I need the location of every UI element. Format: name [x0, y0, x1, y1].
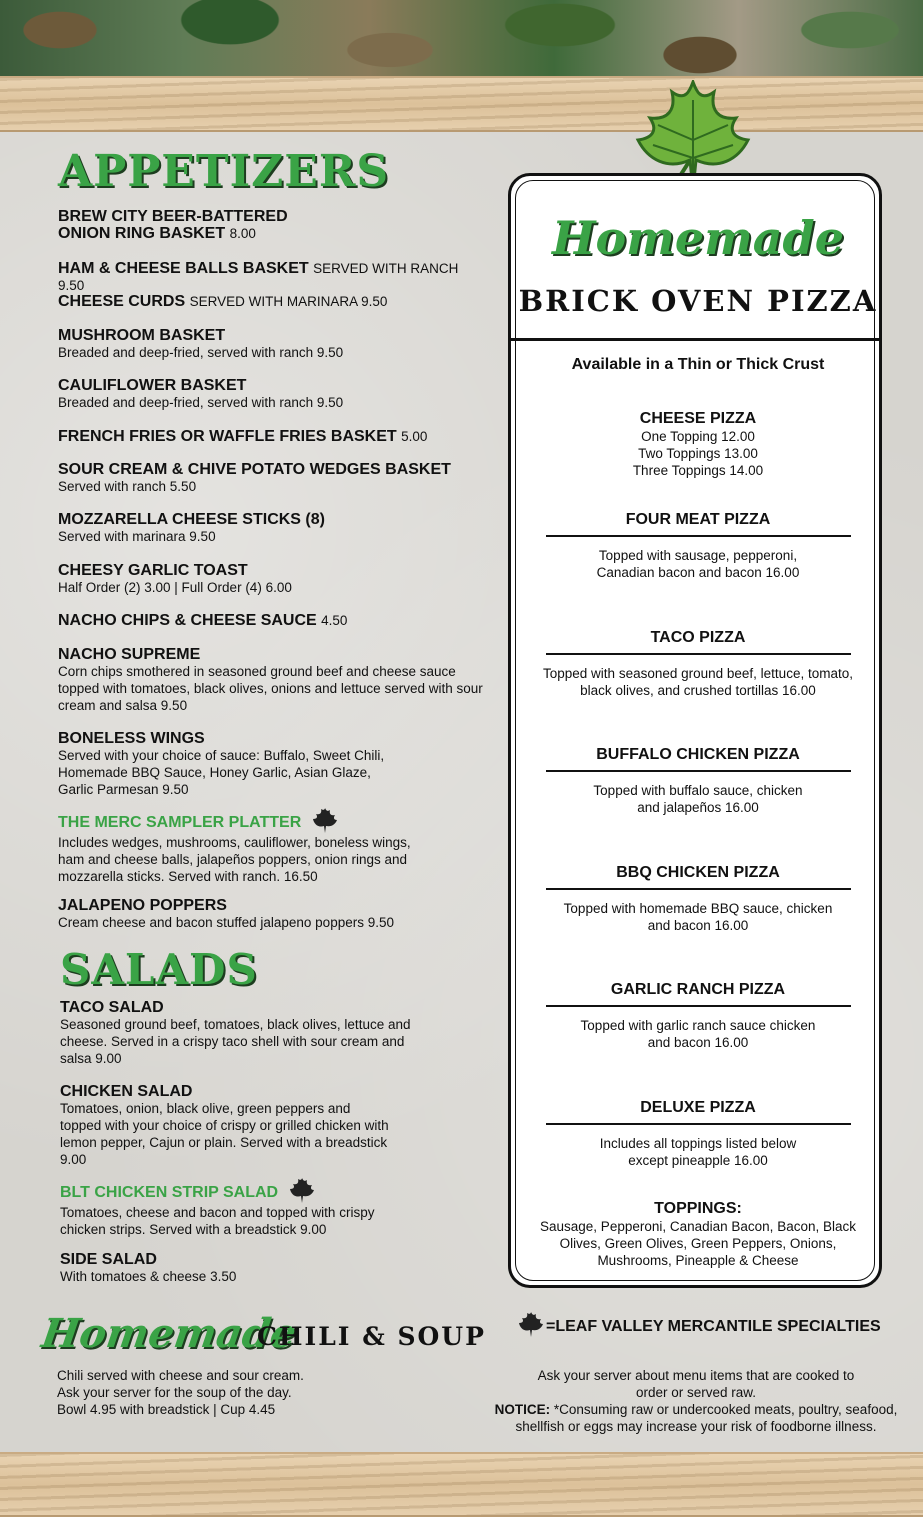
item-name: JALAPENO POPPERS: [58, 897, 227, 914]
menu-item: [58, 208, 488, 242]
menu-item: [60, 1251, 490, 1285]
pizza-name: FOUR MEAT PIZZA: [625, 511, 771, 528]
item-name: THE MERC SAMPLER PLATTER: [58, 814, 302, 831]
pizza-panel: [508, 173, 882, 1288]
item-inline: SERVED WITH MARINARA 9.50: [189, 294, 388, 309]
item-name: NACHO CHIPS & CHEESE SAUCE: [58, 612, 317, 629]
pizza-name: GARLIC RANCH PIZZA: [610, 981, 786, 998]
item-desc: Includes wedges, mushrooms, cauliflower, boneless wings, ham and cheese balls, jalapeños poppers, onion rings and mozzarella sticks. Served with ranch. 16.50: [58, 835, 411, 884]
chili-script-heading: Homemade: [38, 1310, 300, 1357]
item-name: BREW CITY BEER-BATTERED ONION RING BASKET: [58, 208, 288, 242]
menu-item: [58, 808, 488, 885]
item-desc: Tomatoes, onion, black olive, green peppers and topped with your choice of crispy or grilled chicken with lemon pepper, Cajun or plain. Served with a breadstick 9.00: [60, 1101, 389, 1167]
chili-heading: CHILI & SOUP: [257, 1322, 486, 1351]
wood-plank-top: [0, 76, 923, 132]
item-name: BLT CHICKEN STRIP SALAD: [60, 1184, 279, 1201]
pizza-item: [521, 864, 875, 934]
pizza-item: [521, 981, 875, 1051]
camo-banner: [0, 0, 923, 78]
menu-item: [58, 461, 488, 495]
item-desc: Cream cheese and bacon stuffed jalapeno poppers 9.50: [58, 915, 394, 930]
menu-item: [60, 1178, 490, 1238]
item-desc: Tomatoes, cheese and bacon and topped with crispy chicken strips. Served with a breadstick 9.00: [60, 1205, 375, 1237]
pizza-desc: Topped with sausage, pepperoni, Canadian bacon and bacon 16.00: [596, 548, 800, 580]
pizza-rule: [546, 888, 851, 890]
item-desc: Breaded and deep-fried, served with ranch 9.50: [58, 395, 344, 410]
item-desc: Served with ranch 5.50: [58, 479, 197, 494]
menu-item: [58, 260, 488, 294]
menu-item: [58, 612, 488, 629]
pizza-line: Two Toppings 13.00: [638, 446, 758, 461]
item-desc: Corn chips smothered in seasoned ground beef and cheese sauce topped with tomatoes, black olives, onions and lettuce served with sour cream and salsa 9.50: [58, 664, 483, 713]
pizza-name: DELUXE PIZZA: [640, 1099, 756, 1116]
crust-text: Available in a Thin or Thick Crust: [571, 356, 825, 373]
crust-note: [521, 356, 875, 374]
leaf-icon: [518, 1312, 544, 1338]
ask-server-text: Ask your server about menu items that are cooked to order or served raw.: [537, 1368, 855, 1400]
menu-item: [58, 428, 488, 445]
item-name: NACHO SUPREME: [58, 646, 201, 663]
pizza-item: [521, 629, 875, 699]
notice-label: NOTICE:: [494, 1402, 551, 1417]
item-desc: Served with marinara 9.50: [58, 529, 216, 544]
pizza-rule: [546, 535, 851, 537]
pizza-divider: [511, 338, 879, 341]
pizza-desc: Topped with seasoned ground beef, lettuce, tomato, black olives, and crushed tortillas 16.00: [543, 666, 853, 698]
pizza-desc: Topped with buffalo sauce, chicken and jalapeños 16.00: [593, 783, 803, 815]
appetizers-heading: APPETIZERS: [58, 146, 390, 197]
pizza-name: CHEESE PIZZA: [639, 410, 757, 427]
pizza-desc: Includes all toppings listed below except pineapple 16.00: [599, 1136, 797, 1168]
item-name: FRENCH FRIES OR WAFFLE FRIES BASKET: [58, 428, 397, 445]
pizza-rule: [546, 770, 851, 772]
item-desc: Seasoned ground beef, tomatoes, black olives, lettuce and cheese. Served in a crispy taco shell with sour cream and salsa 9.00: [60, 1017, 411, 1066]
pizza-item: [521, 511, 875, 581]
pizza-desc: Topped with homemade BBQ sauce, chicken and bacon 16.00: [563, 901, 833, 933]
specialties-text: =LEAF VALLEY MERCANTILE SPECIALTIES: [546, 1318, 881, 1335]
pizza-script-heading: Homemade: [552, 211, 844, 265]
item-price: 8.00: [229, 226, 256, 241]
menu-item: [58, 327, 488, 361]
pizza-name: BBQ CHICKEN PIZZA: [616, 864, 780, 881]
item-name: TACO SALAD: [60, 999, 164, 1016]
item-desc: Breaded and deep-fried, served with ranch 9.50: [58, 345, 344, 360]
menu-item: [58, 562, 488, 596]
pizza-item: [521, 1099, 875, 1169]
item-name: MOZZARELLA CHEESE STICKS (8): [58, 511, 325, 528]
salads-heading: SALADS: [60, 945, 258, 994]
item-name: CHEESY GARLIC TOAST: [58, 562, 248, 579]
pizza-line: Three Toppings 14.00: [632, 463, 764, 478]
pizza-item: [521, 410, 875, 479]
menu-item: [58, 897, 488, 931]
pizza-name: BUFFALO CHICKEN PIZZA: [596, 746, 800, 763]
pizza-rule: [546, 653, 851, 655]
pizza-heading: BRICK OVEN PIZZA: [518, 284, 878, 318]
pizza-rule: [546, 1123, 851, 1125]
wood-plank-bottom: [0, 1452, 923, 1517]
leaf-icon: [312, 808, 338, 834]
item-desc: With tomatoes & cheese 3.50: [60, 1269, 237, 1284]
pizza-name: TACO PIZZA: [650, 629, 746, 646]
notice-block: [478, 1367, 914, 1435]
item-name: CHEESE CURDS: [58, 293, 186, 310]
item-name: SIDE SALAD: [60, 1251, 157, 1268]
item-price: 4.50: [321, 613, 348, 628]
menu-item: [58, 293, 488, 310]
menu-item: [58, 646, 488, 714]
pizza-line: One Topping 12.00: [641, 429, 755, 444]
menu-item: [60, 1083, 490, 1168]
item-price: 5.00: [401, 429, 428, 444]
leaf-icon: [289, 1178, 315, 1204]
notice-text: *Consuming raw or undercooked meats, poultry, seafood, shellfish or eggs may increase your risk of foodborne illness.: [515, 1402, 898, 1434]
item-name: CAULIFLOWER BASKET: [58, 377, 247, 394]
menu-item: [58, 377, 488, 411]
menu-item: [58, 511, 488, 545]
chili-desc: Chili served with cheese and sour cream. Ask your server for the soup of the day. Bowl 4.95 with breadstick | Cup 4.45: [57, 1368, 304, 1417]
item-name: CHICKEN SALAD: [60, 1083, 193, 1100]
item-name: SOUR CREAM & CHIVE POTATO WEDGES BASKET: [58, 461, 451, 478]
menu-item: [58, 730, 488, 798]
specialties-legend: [518, 1312, 881, 1338]
pizza-item: [521, 746, 875, 816]
pizza-desc: Topped with garlic ranch sauce chicken and bacon 16.00: [580, 1018, 816, 1050]
item-name: MUSHROOM BASKET: [58, 327, 226, 344]
pizza-rule: [546, 1005, 851, 1007]
toppings: [521, 1200, 875, 1269]
toppings-desc: Sausage, Pepperoni, Canadian Bacon, Bacon, Black Olives, Green Olives, Green Peppers, Onions, Mushrooms, Pineapple & Cheese: [540, 1219, 856, 1268]
item-inline: SERVED WITH RANCH 9.50: [58, 261, 459, 293]
item-desc: Served with your choice of sauce: Buffalo, Sweet Chili, Homemade BBQ Sauce, Honey Garlic, Asian Glaze, Garlic Parmesan 9.50: [58, 748, 385, 797]
item-name: BONELESS WINGS: [58, 730, 205, 747]
menu-item: [60, 999, 490, 1067]
toppings-title: TOPPINGS:: [654, 1200, 742, 1217]
item-desc: Half Order (2) 3.00 | Full Order (4) 6.00: [58, 580, 292, 595]
item-name: HAM & CHEESE BALLS BASKET: [58, 260, 309, 277]
